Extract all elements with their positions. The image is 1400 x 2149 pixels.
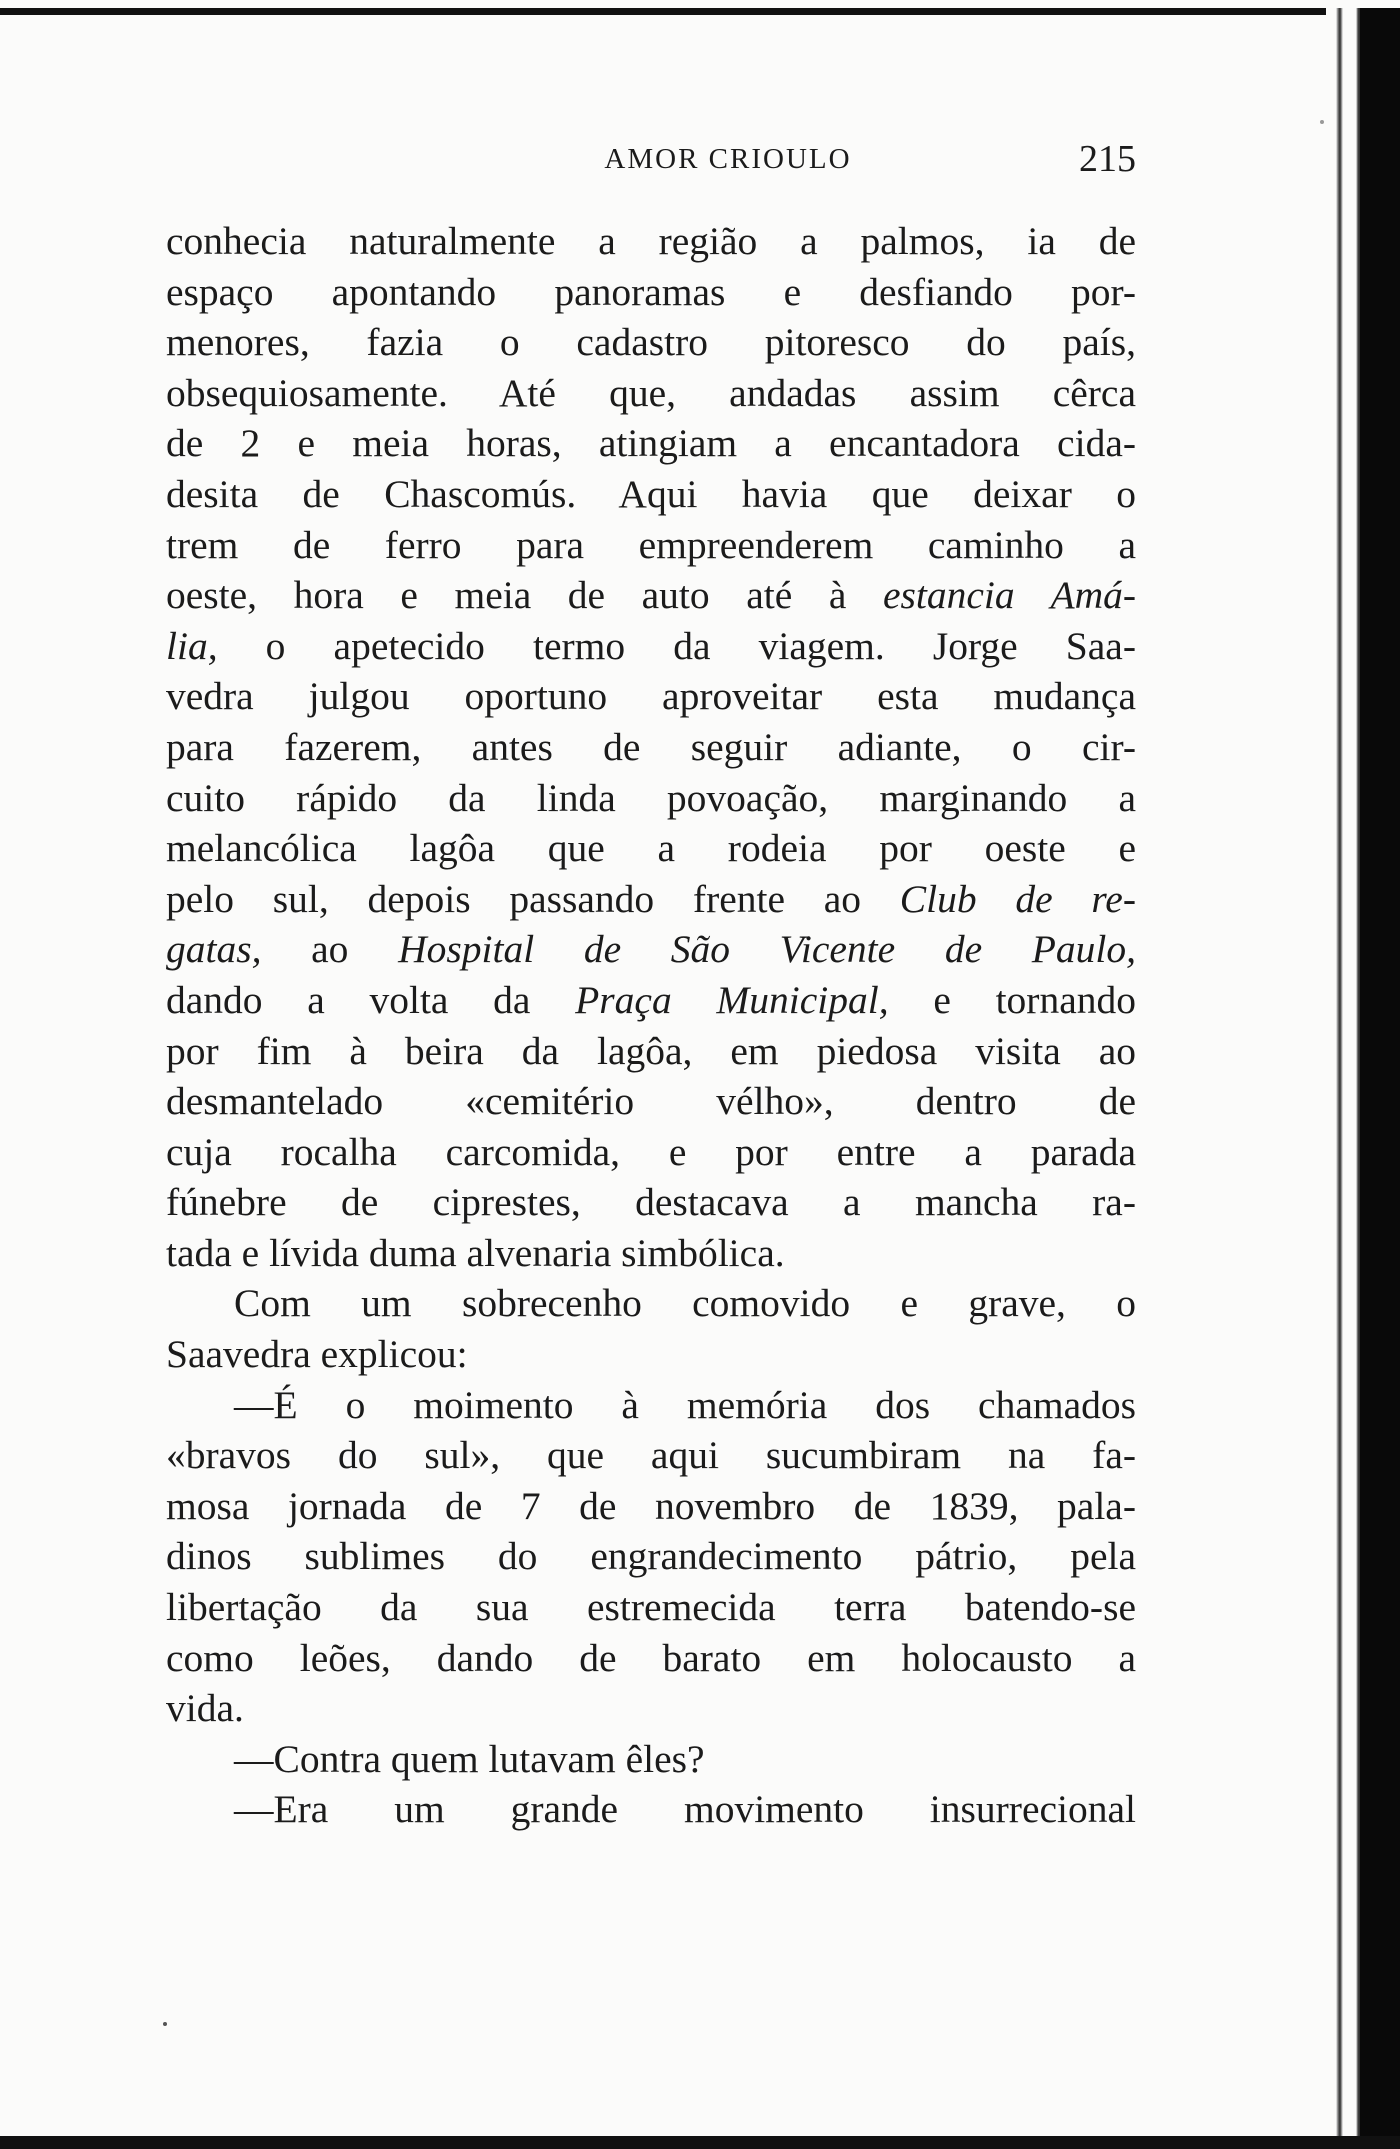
italic-text: Hospital de São Vicente de Paulo,	[398, 927, 1136, 972]
line-text: cuito rápido da linda povoação, marginando a	[166, 775, 1136, 820]
line-text: pelo sul, depois passando frente ao	[166, 876, 900, 921]
line-text: e tornando	[888, 977, 1136, 1022]
text-line	[166, 317, 1136, 368]
text-line	[166, 1633, 1136, 1684]
italic-text: Praça Municipal,	[575, 977, 889, 1022]
text-line	[166, 1582, 1136, 1633]
line-text: tada e lívida duma alvenaria simbólica.	[166, 1230, 785, 1275]
line-text: vida.	[166, 1686, 244, 1731]
line-text: desita de Chascomús. Aqui havia que deixar o	[166, 471, 1136, 516]
text-line	[166, 1177, 1136, 1228]
scan-bottom-border	[0, 2136, 1400, 2149]
italic-text: estancia Amá-	[882, 573, 1136, 618]
line-text: desmantelado «cemitério vélho», dentro de	[166, 1079, 1136, 1124]
line-text: menores, fazia o cadastro pitoresco do país,	[166, 320, 1136, 365]
line-text: cuja rocalha carcomida, e por entre a parada	[166, 1129, 1136, 1174]
text-line	[166, 874, 1136, 925]
line-text: dando a volta da	[166, 977, 576, 1022]
text-line	[166, 1734, 1136, 1785]
text-line	[166, 1683, 1136, 1734]
text-line	[166, 368, 1136, 419]
italic-text: Club de re-	[899, 876, 1136, 921]
line-text: mosa jornada de 7 de novembro de 1839, pala-	[166, 1483, 1136, 1528]
text-line	[166, 1430, 1136, 1481]
text-line	[166, 1127, 1136, 1178]
page-header	[166, 134, 1136, 184]
line-text: dinos sublimes do engrandecimento pátrio, pela	[166, 1534, 1136, 1579]
text-line	[166, 924, 1136, 975]
text-line	[166, 1026, 1136, 1077]
line-text: Com um sobrecenho comovido e grave, o	[234, 1281, 1136, 1326]
scan-right-border	[1360, 8, 1400, 2136]
text-line	[166, 1784, 1136, 1835]
text-line	[166, 671, 1136, 722]
page-number: 215	[1079, 138, 1136, 180]
text-line	[166, 1380, 1136, 1431]
text-line	[166, 975, 1136, 1026]
text-line	[166, 823, 1136, 874]
text-line	[166, 1228, 1136, 1279]
line-text: fúnebre de ciprestes, destacava a mancha ra-	[166, 1180, 1136, 1225]
line-text: obsequiosamente. Até que, andadas assim cêrca	[166, 370, 1136, 415]
scan-speck	[163, 2022, 167, 2026]
line-text: trem de ferro para empreenderem caminho a	[166, 522, 1136, 567]
text-line	[166, 520, 1136, 571]
line-text: como leões, dando de barato em holocausto a	[166, 1635, 1136, 1680]
line-text: —Era um grande movimento insurrecional	[234, 1787, 1136, 1832]
line-text: —Contra quem lutavam êles?	[234, 1736, 705, 1781]
text-line	[166, 621, 1136, 672]
scan-top-border	[0, 8, 1372, 15]
text-line	[166, 469, 1136, 520]
text-line	[166, 1329, 1136, 1380]
italic-text: lia,	[166, 623, 218, 668]
text-line	[166, 1481, 1136, 1532]
line-text: libertação da sua estremecida terra batendo-se	[166, 1585, 1136, 1630]
text-line	[166, 1076, 1136, 1127]
text-line	[166, 1531, 1136, 1582]
line-text: por fim à beira da lagôa, em piedosa visita ao	[166, 1028, 1136, 1073]
line-text: Saavedra explicou:	[166, 1332, 468, 1377]
body-text	[166, 216, 1136, 1835]
line-text: para fazerem, antes de seguir adiante, o cir-	[166, 724, 1136, 769]
text-line	[166, 267, 1136, 318]
running-head: AMOR CRIOULO	[604, 143, 852, 175]
text-line	[166, 570, 1136, 621]
text-line	[166, 216, 1136, 267]
text-line	[166, 722, 1136, 773]
scan-speck	[1320, 120, 1324, 124]
line-text: o apetecido termo da viagem. Jorge Saa-	[217, 623, 1136, 668]
line-text: «bravos do sul», que aqui sucumbiram na fa-	[166, 1433, 1136, 1478]
line-text: espaço apontando panoramas e desfiando por-	[166, 269, 1136, 314]
line-text: de 2 e meia horas, atingiam a encantadora cida-	[166, 421, 1136, 466]
line-text: vedra julgou oportuno aproveitar esta mudança	[166, 674, 1136, 719]
line-text: conhecia naturalmente a região a palmos, ia de	[166, 219, 1136, 263]
line-text: oeste, hora e meia de auto até à	[166, 573, 883, 618]
text-line	[166, 418, 1136, 469]
text-line	[166, 773, 1136, 824]
text-line	[166, 1278, 1136, 1329]
line-text: —É o moimento à memória dos chamados	[234, 1382, 1136, 1427]
italic-text: gatas,	[166, 927, 262, 972]
line-text: melancólica lagôa que a rodeia por oeste e	[166, 826, 1136, 871]
line-text: ao	[261, 927, 399, 972]
